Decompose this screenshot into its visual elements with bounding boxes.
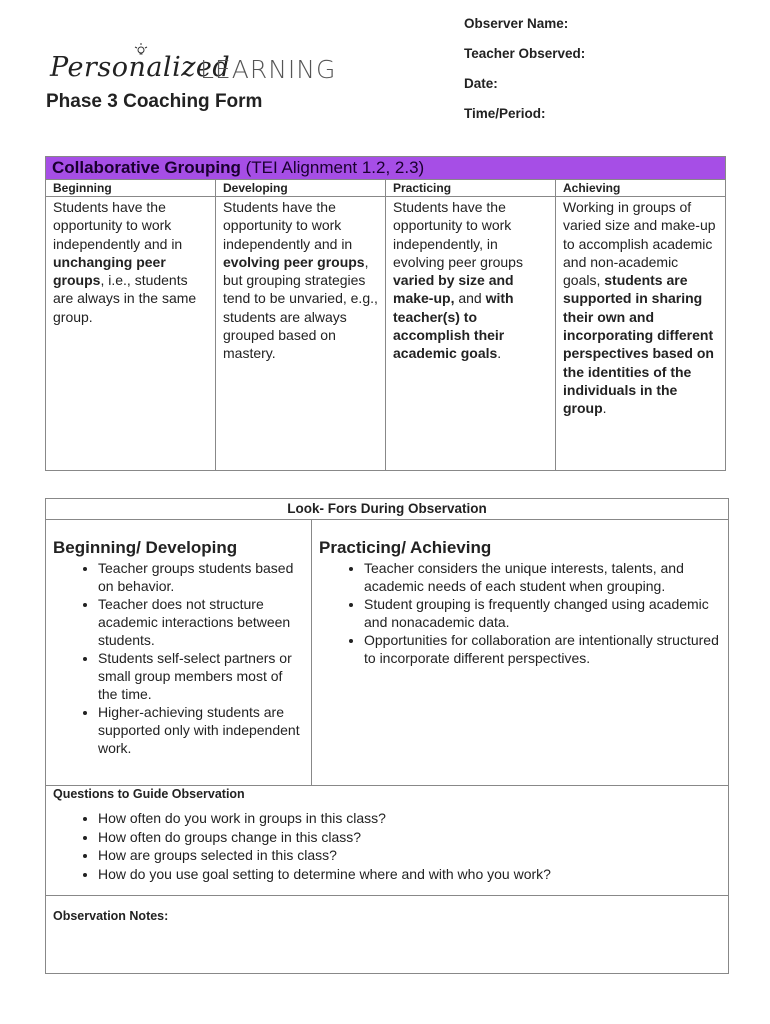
rubric-table	[45, 156, 726, 471]
list-item: • Higher-achieving students are supported only with independent work.	[98, 703, 305, 757]
level-beginning: Beginning	[46, 180, 216, 197]
look-fors-columns	[46, 520, 728, 786]
rubric-band-header	[46, 157, 726, 180]
guiding-questions-title: Questions to Guide Observation	[53, 787, 245, 801]
form-title: Phase 3 Coaching Form	[46, 91, 263, 112]
list-item: • How do you use goal setting to determine where and with who you work?	[98, 865, 728, 884]
descriptor-practicing: Students have the opportunity to work independently, in evolving peer groups varied by size and make-up, and with teacher(s) to accomplish their academic goals.	[386, 197, 556, 471]
teacher-observed-label: Teacher Observed:	[464, 46, 586, 61]
list-item: • How often do you work in groups in this class?	[98, 809, 728, 828]
guiding-questions-list	[46, 809, 728, 883]
descriptor-developing: Students have the opportunity to work independently and in evolving peer groups, but grouping strategies tend to be unvaried, e.g., students are always grouped based on mastery.	[216, 197, 386, 471]
list-item: • Opportunities for collaboration are intentionally structured to incorporate different perspectives.	[364, 631, 722, 667]
rubric-band-alignment: (TEI Alignment 1.2, 2.3)	[240, 158, 425, 177]
observation-notes-title: Observation Notes:	[53, 909, 169, 923]
look-fors-title: Look- Fors During Observation	[46, 499, 728, 520]
list-item: • Teacher groups students based on behavior.	[98, 559, 305, 595]
list-item: • Teacher does not structure academic interactions between students.	[98, 595, 305, 649]
level-practicing: Practicing	[386, 180, 556, 197]
level-achieving: Achieving	[556, 180, 726, 197]
list-item: • How are groups selected in this class?	[98, 846, 728, 865]
look-fors-beginning-developing	[46, 520, 312, 785]
rubric-band-title: Collaborative Grouping	[52, 158, 241, 177]
observer-name-label: Observer Name:	[464, 16, 569, 31]
personalized-learning-logo	[50, 48, 337, 88]
logo-caps-text: LEARNING	[200, 55, 337, 84]
look-fors-table	[45, 498, 729, 974]
list-item: • How often do groups change in this class?	[98, 828, 728, 847]
guiding-questions-section	[46, 786, 728, 896]
beginning-developing-heading: Beginning/ Developing	[53, 538, 238, 557]
observation-meta	[464, 14, 585, 134]
look-fors-practicing-achieving	[312, 520, 728, 785]
list-item: • Student grouping is frequently changed using academic and nonacademic data.	[364, 595, 722, 631]
time-period-label: Time/Period:	[464, 106, 546, 121]
list-item: • Teacher considers the unique interests, talents, and academic needs of each student when grouping.	[364, 559, 722, 595]
observation-notes-field[interactable]	[46, 896, 728, 973]
logo-script-text: Personalized	[50, 52, 231, 83]
descriptor-achieving: Working in groups of varied size and make-up to accomplish academic and non-academic goals, students are supported in sharing their own and incorporating different perspectives based on the identities of the individuals in the group.	[556, 197, 726, 471]
practicing-achieving-heading: Practicing/ Achieving	[319, 538, 492, 557]
list-item: • Students self-select partners or small group members most of the time.	[98, 649, 305, 703]
date-label: Date:	[464, 76, 498, 91]
practicing-achieving-list	[312, 559, 722, 667]
descriptor-beginning: Students have the opportunity to work independently and in unchanging peer groups, i.e., students are always in the same group.	[46, 197, 216, 471]
beginning-developing-list	[46, 559, 305, 757]
level-developing: Developing	[216, 180, 386, 197]
